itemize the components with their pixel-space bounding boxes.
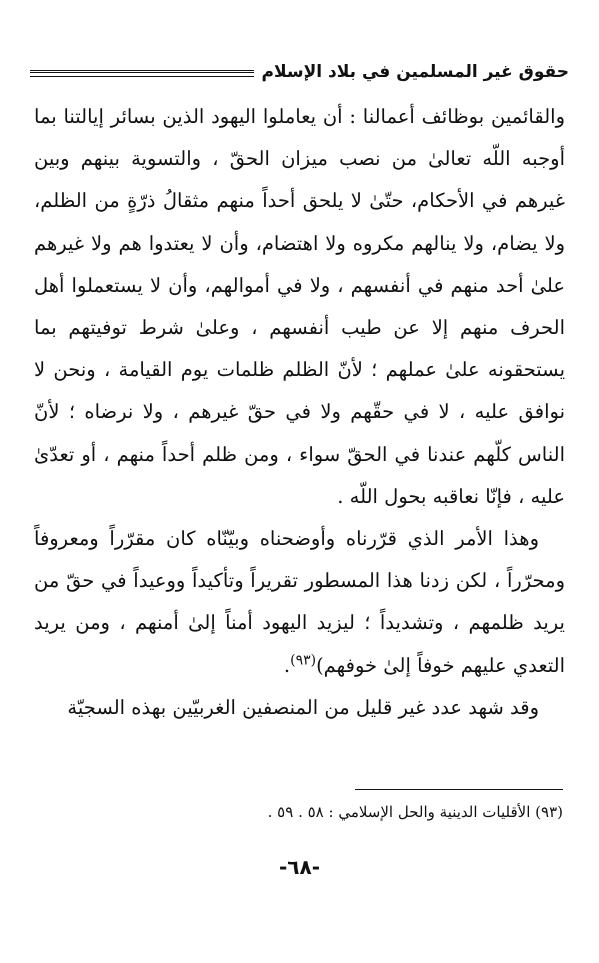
paragraph: والقائمين بوظائف أعمالنا : أن يعاملوا اليهود الذين بسائر إيالتنا بما أوجبه اللّه تعالىٰ من نصب ميزان الحقّ ، والتسوية بينهم وبين غيرهم في الأحكام، حتّىٰ لا يلحق أحداً منهم مثقالُ ذرّةٍ من الظلم، ولا يضام، ولا ينالهم مكروه ولا اهتضام، وأن لا يعتدوا هم ولا غيرهم علىٰ أحد منهم في أنفسهم ، ولا في أموالهم، وأن لا يستعملوا أهل الحرف منهم إلا عن طيب أنفسهم ، وعلىٰ شرط توفيتهم بما يستحقونه علىٰ عملهم ؛ لأنّ الظلم ظلمات يوم القيامة ، ونحن لا نوافق عليه ، لا في حقّهم ولا في حقّ غيرهم ، ولا نرضاه ؛ لأنّ الناس كلّهم عندنا في الحقّ سواء ، ومن ظلم أحداً منهم ، أو تعدّىٰ عليه ، فإنّا نعاقبه بحول اللّه . (34, 105, 565, 508)
body-text (34, 96, 565, 729)
page-number: -٦٨- (278, 855, 321, 879)
footnote: (٩٣) الأقليات الدينية والحل الإسلامي : ٥٨ . ٥٩ . (267, 803, 563, 821)
paragraph-text: وهذا الأمر الذي قرّرناه وأوضحناه وبيّنّاه كان مقرّراً ومعروفاً ومحرّراً ، لكن زدنا هذا المسطور تقريراً وتأكيداً ووعيداً في حقّ من يريد ظلمهم ، وتشديداً ؛ ليزيد اليهود أمناً إلىٰ أمنهم ، ومن يريد التعدي عليهم خوفاً إلىٰ خوفهم) (34, 527, 565, 677)
paragraph (34, 518, 565, 687)
running-header (22, 58, 577, 92)
footnote-rule (355, 789, 563, 790)
footnote-reference: (٩٣) (290, 652, 317, 669)
header-title: حقوق غير المسلمين في بلاد الإسلام (254, 62, 569, 82)
paragraph-end: . (283, 653, 291, 677)
paragraph: وقد شهد عدد غير قليل من المنصفين الغربيّين بهذه السجيّة (67, 695, 539, 719)
